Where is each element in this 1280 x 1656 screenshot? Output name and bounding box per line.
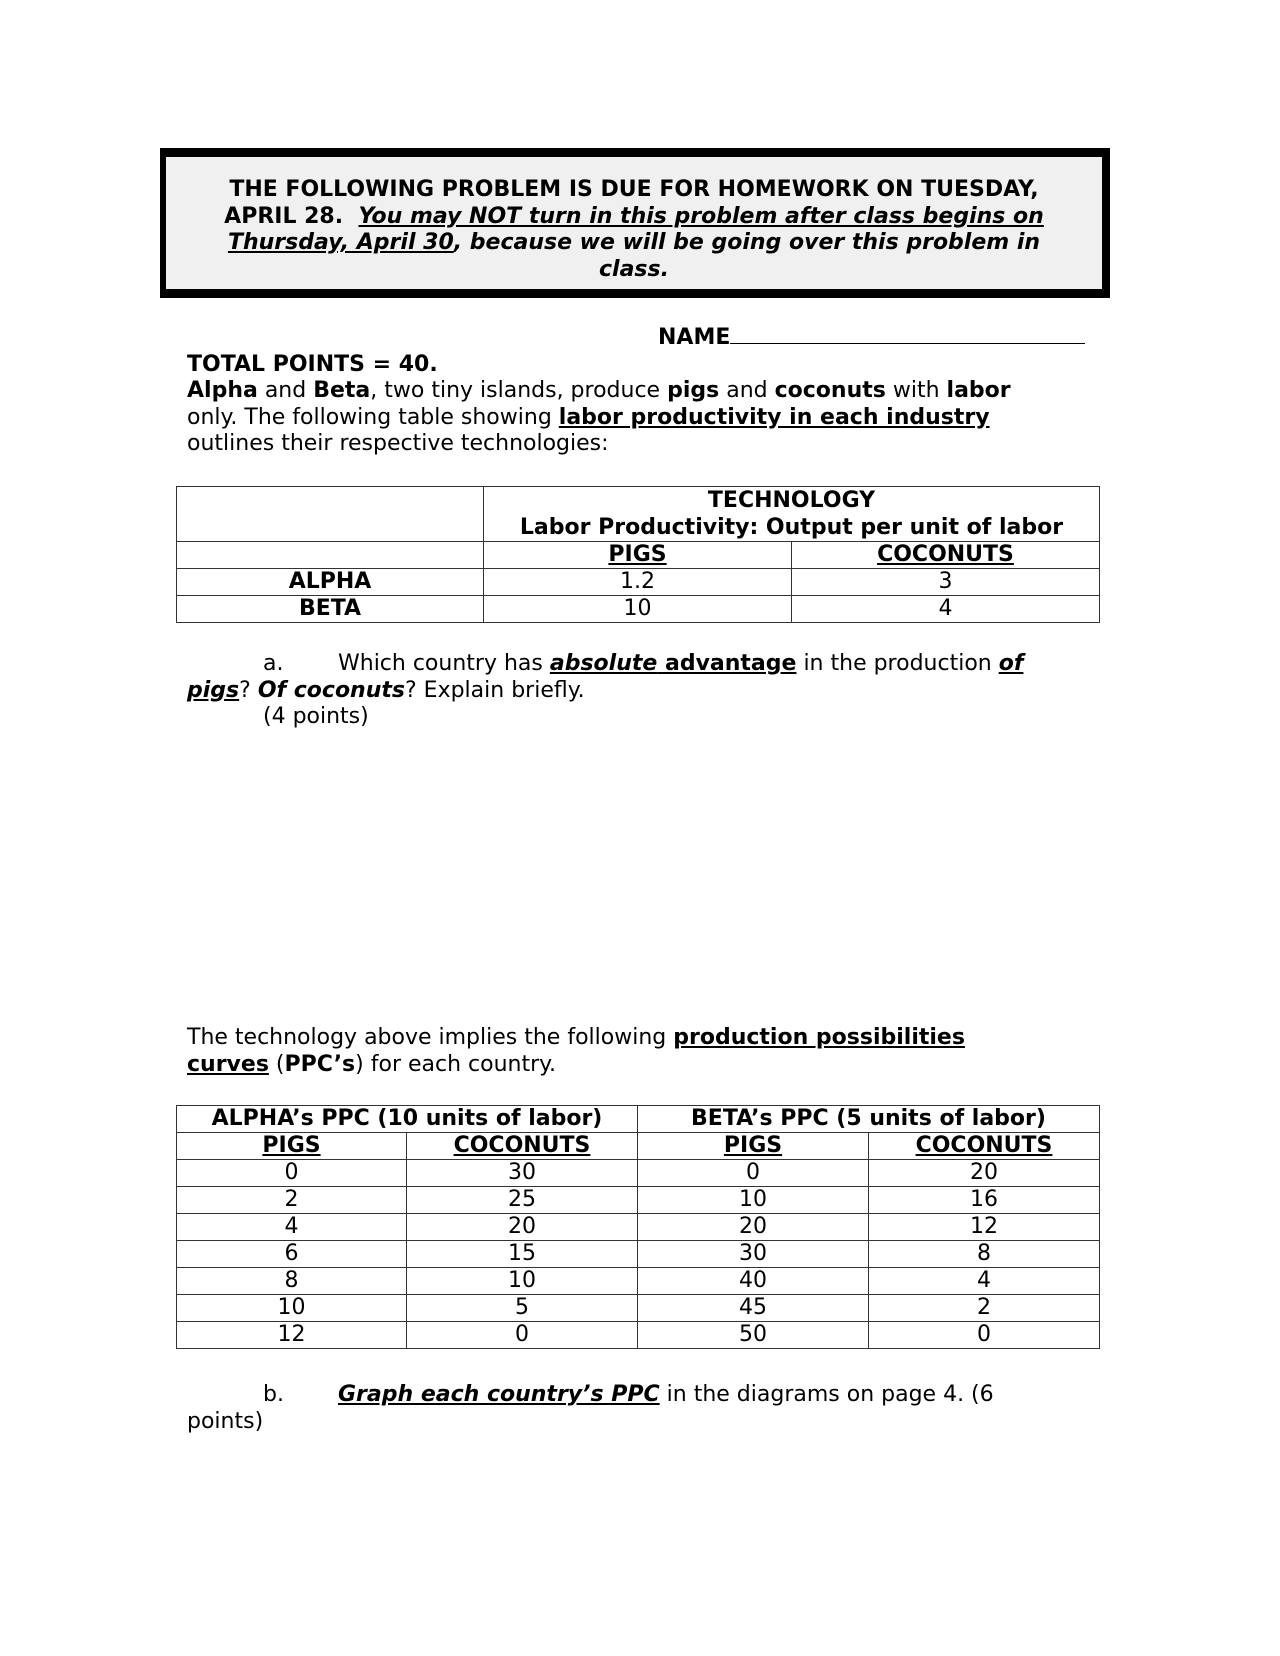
alpha-ppc-title: ALPHA’s PPC (10 units of labor): [177, 1106, 638, 1133]
technology-table: TECHNOLOGY Labor Productivity: Output per unit of labor PIGS COCONUTS ALPHA 1.2 3 BETA 10 4: [176, 486, 1100, 623]
table-row: 10 5 45 2: [177, 1295, 1100, 1322]
banner-warning: You may NOT turn in this problem after class begins on Thursday, April 30: [227, 203, 1044, 255]
question-b: b. Graph each country’s PPC in the diagrams on page 4. (6 points): [187, 1382, 994, 1434]
table-row: 8 10 40 4: [177, 1268, 1100, 1295]
ppc-intro: The technology above implies the following production possibilities curves (PPC’s) for each country.: [187, 1025, 965, 1077]
table-title: TECHNOLOGY: [707, 488, 876, 513]
table-row: BETA 10 4: [177, 596, 1100, 623]
homework-due-banner: [160, 148, 1110, 298]
total-points: TOTAL POINTS = 40.: [187, 352, 438, 377]
intro-paragraph: Alpha and Beta, two tiny islands, produce pigs and coconuts with labor only. The following table showing labor productivity in each industry outlines their respective technologies:: [187, 378, 1011, 456]
banner-text: THE FOLLOWING PROBLEM IS DUE FOR HOMEWORK ON TUESDAY, APRIL 28.: [224, 177, 1039, 229]
question-a: a. Which country has absolute advantage in the production of pigs? Of coconuts? Explain briefly. (4 points): [187, 651, 1024, 729]
table-row: ALPHA 1.2 3: [177, 569, 1100, 596]
table-row: 12 0 50 0: [177, 1322, 1100, 1349]
table-row: 2 25 10 16: [177, 1187, 1100, 1214]
table-row: 4 20 20 12: [177, 1214, 1100, 1241]
beta-ppc-title: BETA’s PPC (5 units of labor): [638, 1106, 1100, 1133]
name-field[interactable]: [658, 325, 1085, 352]
table-row: 6 15 30 8: [177, 1241, 1100, 1268]
table-subtitle: Labor Productivity: Output per unit of labor: [519, 515, 1064, 540]
ppc-table: ALPHA’s PPC (10 units of labor) BETA’s PPC (5 units of labor) PIGS COCONUTS PIGS COCONUTS 0 30 0 20 2 25 10 16 4 20 20 12 6 15 30 8 8 10 40 4 10 5 45 2 12 0 50 0: [176, 1105, 1100, 1349]
banner-warning-rest: , because we will be going over this problem in class.: [453, 230, 1041, 282]
table-row: 0 30 0 20: [177, 1160, 1100, 1187]
name-label: NAME: [658, 325, 731, 350]
